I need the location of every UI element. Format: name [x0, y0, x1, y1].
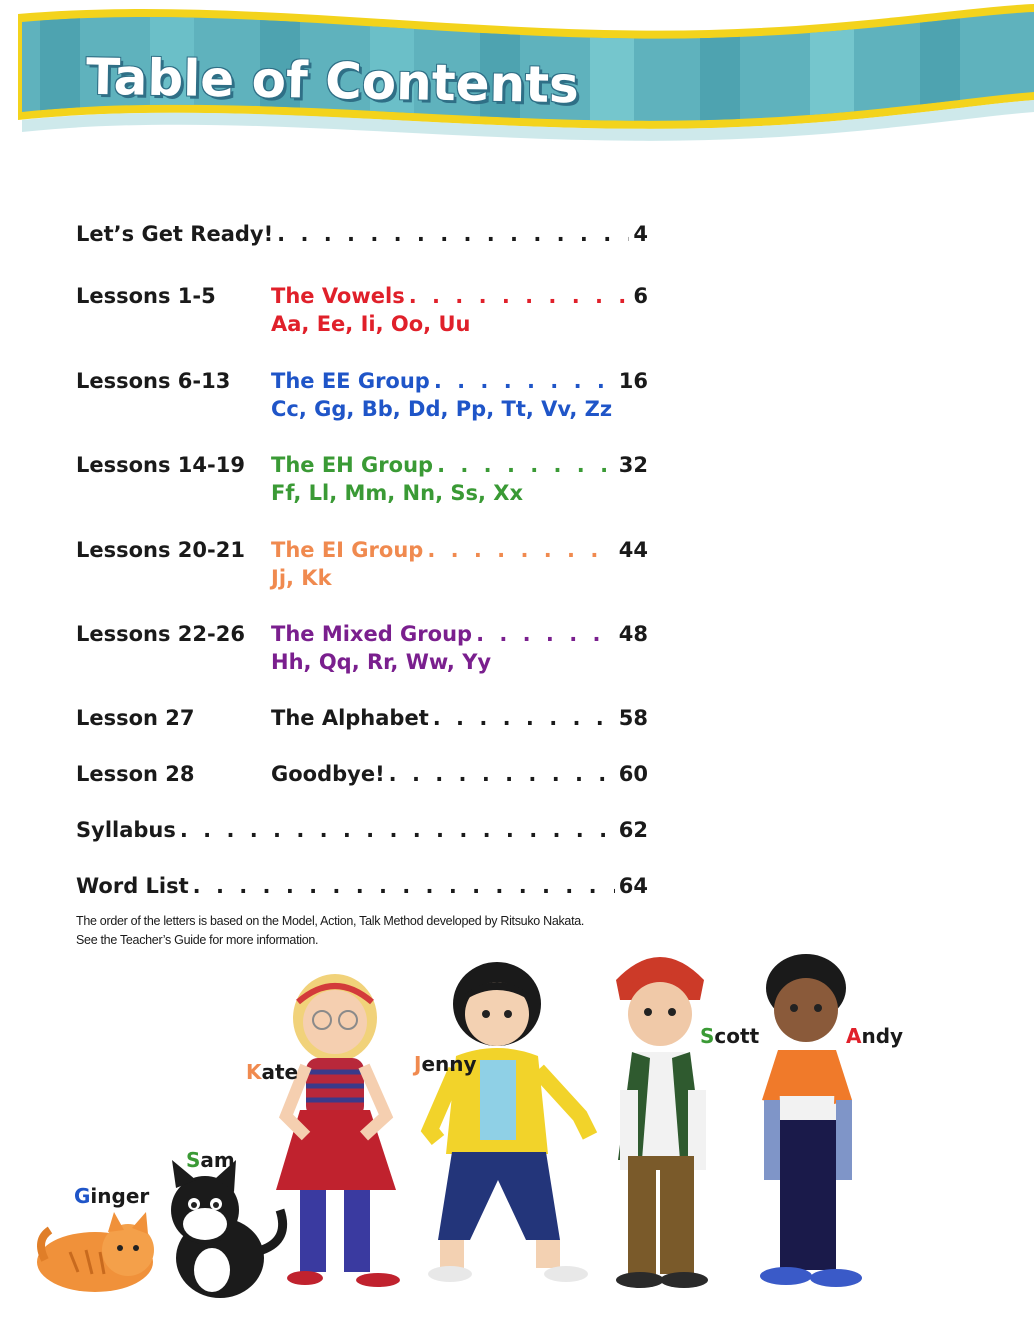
- andy-figure: [760, 954, 862, 1287]
- character-initial: J: [414, 1052, 422, 1076]
- character-name-rest: inger: [90, 1184, 150, 1208]
- sam-cat-figure: [171, 1160, 283, 1298]
- dot-leader: [409, 284, 630, 308]
- character-initial: K: [246, 1060, 262, 1084]
- ginger-cat-figure: [37, 1212, 154, 1292]
- toc-section-title: The EI Group: [271, 538, 424, 562]
- kate-figure: [276, 974, 400, 1287]
- dot-leader: [433, 706, 615, 730]
- toc-entry-label: Let’s Get Ready!: [76, 222, 274, 246]
- toc-page-number: 48: [618, 622, 648, 646]
- toc-page-number: 58: [618, 706, 648, 730]
- toc-letters: Jj, Kk: [271, 566, 332, 590]
- toc-section-title: The EE Group: [271, 369, 430, 393]
- character-label-sam: [186, 1148, 235, 1172]
- toc-section-title: The Alphabet: [271, 706, 429, 730]
- method-note-line-2: See the Teacher’s Guide for more information.: [76, 933, 319, 947]
- toc-entry-label: Syllabus: [76, 818, 176, 842]
- toc-lesson-range: Lessons 14-19: [76, 453, 245, 477]
- toc-lesson-range: Lessons 22-26: [76, 622, 245, 646]
- dot-leader: [277, 222, 629, 246]
- character-name-rest: cott: [714, 1024, 760, 1048]
- title-banner: [0, 0, 1034, 170]
- dot-leader: [427, 538, 614, 562]
- toc-page-number: 60: [618, 762, 648, 786]
- toc-page-number: 6: [633, 284, 648, 308]
- toc-section-title: The EH Group: [271, 453, 434, 477]
- characters-illustration: [0, 940, 1034, 1330]
- character-label-kate: [246, 1060, 298, 1084]
- toc-entry-ready: [76, 222, 648, 246]
- character-label-jenny: [414, 1052, 477, 1076]
- toc-page-number: 44: [618, 538, 648, 562]
- dot-leader: [389, 762, 615, 786]
- character-name-rest: ate: [261, 1060, 299, 1084]
- character-name-rest: ndy: [861, 1024, 904, 1048]
- character-label-scott: [700, 1024, 759, 1048]
- toc-page-number: 4: [633, 222, 648, 246]
- toc-page-number: 64: [618, 874, 648, 898]
- character-name-rest: am: [200, 1148, 235, 1172]
- character-label-ginger: [74, 1184, 149, 1208]
- toc-section-title: The Mixed Group: [271, 622, 473, 646]
- character-initial: G: [74, 1184, 91, 1208]
- dot-leader: [476, 622, 615, 646]
- dot-leader: [434, 369, 615, 393]
- character-label-andy: [846, 1024, 903, 1048]
- toc-lesson-range: Lessons 1-5: [76, 284, 216, 308]
- character-initial: S: [700, 1024, 715, 1048]
- character-initial: S: [186, 1148, 201, 1172]
- dot-leader: [193, 874, 615, 898]
- dot-leader: [180, 818, 615, 842]
- toc-entry-label: Word List: [76, 874, 189, 898]
- toc-section-title: The Vowels: [271, 284, 405, 308]
- toc-entry-word-list: [76, 874, 648, 898]
- scott-figure: [616, 957, 708, 1288]
- jenny-figure: [428, 962, 590, 1282]
- toc-letters: Cc, Gg, Bb, Dd, Pp, Tt, Vv, Zz: [271, 397, 613, 421]
- toc-page-number: 32: [618, 453, 648, 477]
- dot-leader: [437, 453, 615, 477]
- characters-artwork: [0, 940, 1034, 1330]
- toc-section-title: Goodbye!: [271, 762, 385, 786]
- toc-letters: Hh, Qq, Rr, Ww, Yy: [271, 650, 492, 674]
- character-initial: A: [846, 1024, 862, 1048]
- character-name-rest: enny: [421, 1052, 477, 1076]
- toc-letters: Aa, Ee, Ii, Oo, Uu: [271, 312, 471, 336]
- toc-entry-syllabus: [76, 818, 648, 842]
- toc-lesson-range: Lesson 27: [76, 706, 195, 730]
- toc-lesson-range: Lessons 6-13: [76, 369, 231, 393]
- toc-page-number: 62: [618, 818, 648, 842]
- toc-letters: Ff, Ll, Mm, Nn, Ss, Xx: [271, 481, 524, 505]
- page-title: Table of Contents: [85, 47, 580, 115]
- toc-lesson-range: Lesson 28: [76, 762, 195, 786]
- toc-lesson-range: Lessons 20-21: [76, 538, 245, 562]
- toc-page-number: 16: [618, 369, 648, 393]
- method-note-line-1: The order of the letters is based on the Model, Action, Talk Method developed by Ritsuko Nakata.: [76, 914, 585, 928]
